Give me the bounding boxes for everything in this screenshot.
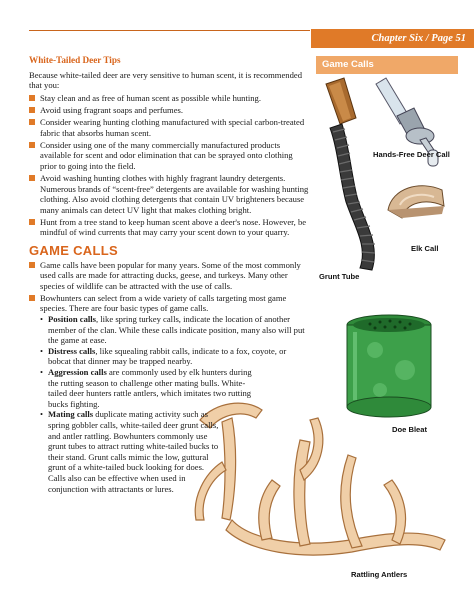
grunt-tube-image <box>326 78 375 270</box>
sidebar-title: Game Calls <box>322 59 374 70</box>
list-item: Stay clean and as free of human scent as possible while hunting. <box>29 93 309 104</box>
list-item: Consider wearing hunting clothing manufactured with special carbon-treated fabric that absorbs human scent. <box>29 117 309 138</box>
call-type-item: • Mating calls duplicate mating activity such as spring gobbler calls, white-tailed deer grunt calls, and antler rattling. Bowhunters commonly use grunt tubes to attract rutting white-tailed bucks to their stand. Grunt calls mimic the low, guttural grunt of a white-tailed buck looking for does. Calls also can be effective when used in conjunction with attractants or lures. <box>40 409 219 494</box>
game-calls-heading: GAME CALLS <box>29 243 118 258</box>
bullet-dot-icon: • <box>40 314 44 325</box>
call-type-item: • Distress calls, like squealing rabbit calls, indicate to a fox, coyote, or bobcat that dinner may be trapped nearby. <box>40 345 287 367</box>
elk-call-image <box>388 186 444 218</box>
chapter-tab: Chapter Six / Page 51 <box>311 29 474 48</box>
tips-intro: Because white-tailed deer are very sensitive to human scent, it is recommended that you: <box>29 69 302 91</box>
bullet-square-icon <box>29 95 35 101</box>
bullet-square-icon <box>29 175 35 181</box>
call-types-list <box>40 314 309 494</box>
bullet-square-icon <box>29 219 35 225</box>
tips-list <box>29 93 309 238</box>
list-item: Avoid using fragrant soaps and perfumes. <box>29 105 309 116</box>
bullet-square-icon <box>29 295 35 301</box>
list-item: Bowhunters can select from a wide variety of calls targeting most game species. There are four basic types of game calls. • Position calls, like spring turkey calls, indicate the location of another member of the clan. While these calls indicate position, many also will put the game at ease. • Distress calls, like squealing rabbit calls, indicate to a fox, coyote, or bobcat that dinner may be trapped nearby. • Aggression calls are commonly used by elk hunters during the rutting season to challenge other mating bulls. White-tailed deer hunters rattle antlers, which imitates two rutting bucks fighting. • Mating calls duplicate mating activity such as spring gobbler calls, white-tailed deer grunt calls, and antler rattling. Bowhunters commonly use grunt tubes to attract rutting white-tailed bucks to their stand. Grunt calls mimic the low, guttural grunt of a white-tailed buck looking for does. Calls also can be effective when used in conjunction with attractants or lures. <box>29 293 309 494</box>
bullet-square-icon <box>29 262 35 268</box>
label-elk-call: Elk Call <box>411 244 439 253</box>
calls-list <box>29 260 309 495</box>
call-type-item: • Aggression calls are commonly used by elk hunters during the rutting season to challenge other mating bulls. White-tailed deer hunters rattle antlers, which imitates two rutting bucks fighting. <box>40 367 252 409</box>
bullet-dot-icon: • <box>40 345 44 356</box>
bullet-square-icon <box>29 107 35 113</box>
doe-bleat-image <box>347 315 431 417</box>
bullet-square-icon <box>29 119 35 125</box>
bullet-dot-icon: • <box>40 409 44 420</box>
tips-heading: White-Tailed Deer Tips <box>29 55 121 65</box>
call-type-item: • Position calls, like spring turkey calls, indicate the location of another member of the clan. While these calls indicate position, many also will put the game at ease. <box>40 314 305 346</box>
label-grunt-tube: Grunt Tube <box>319 272 360 281</box>
list-item: Consider using one of the many commercially manufactured products available for scent and odor elimination that can be sprayed onto clothing prior to going into the field. <box>29 140 309 172</box>
label-hands-free-call: Hands-Free Deer Call <box>373 150 450 159</box>
label-rattling-antlers: Rattling Antlers <box>351 570 408 579</box>
list-item: Game calls have been popular for many years. Some of the most commonly used calls are made for attracting ducks, geese, and turkeys. Many other species of wildlife can be attracted with the use of calls. <box>29 260 309 292</box>
bullet-dot-icon: • <box>40 367 44 378</box>
list-item: Avoid washing hunting clothes with highly fragrant laundry detergents. Numerous brands of “scent-free” detergents are available for washing hunting clothing. Also avoid clothing detergents that contain UV brighteners because many animals can detect UV light that makes clothing bright. <box>29 173 309 215</box>
list-item: Hunt from a tree stand to keep human scent above a deer's nose. However, be mindful of wind currents that may carry your scent down to your quarry. <box>29 217 309 238</box>
main-text-column <box>29 55 309 496</box>
bullet-square-icon <box>29 142 35 148</box>
label-doe-bleat: Doe Bleat <box>392 425 428 434</box>
